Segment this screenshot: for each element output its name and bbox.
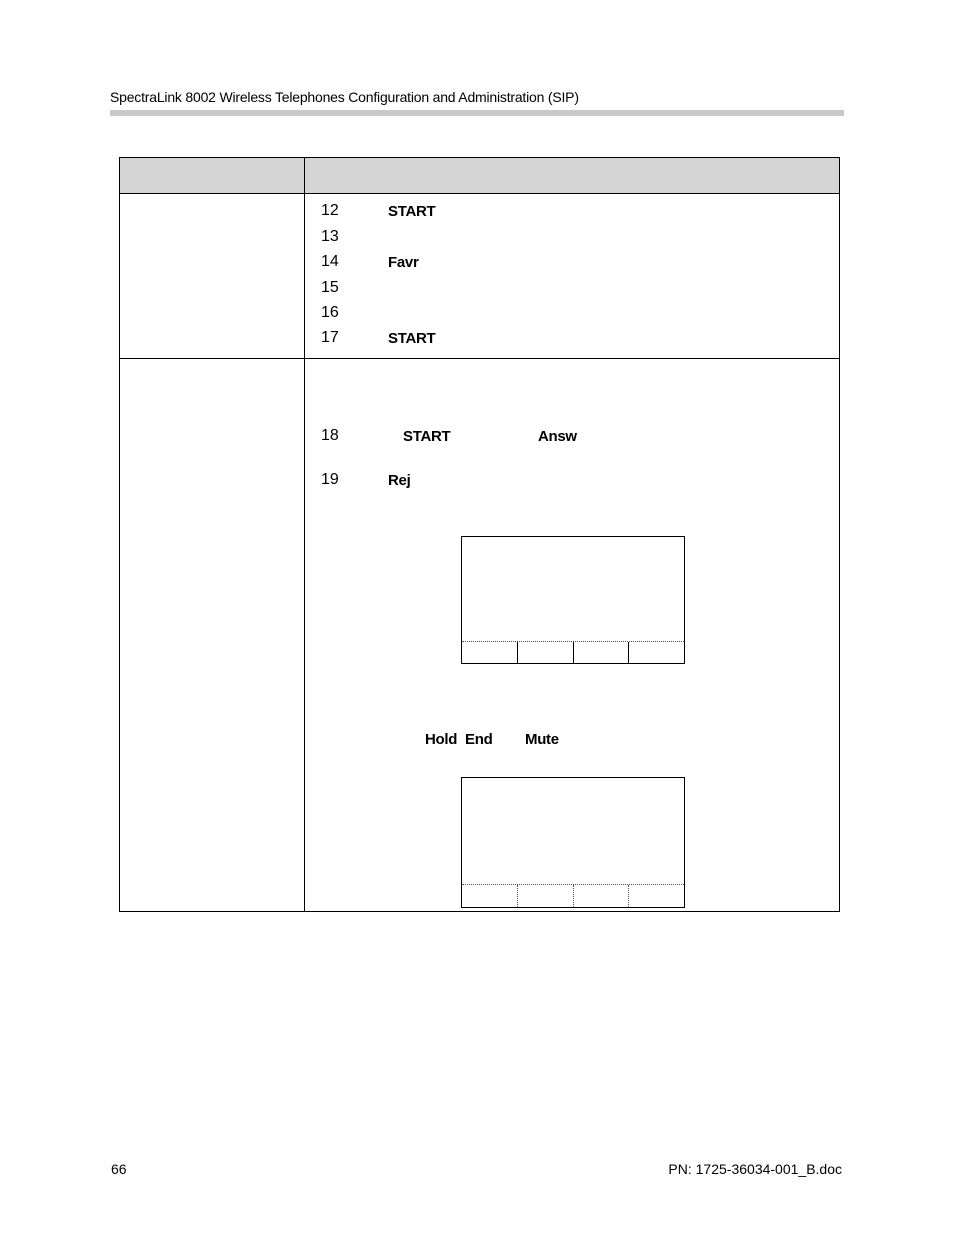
page-number: 66 [111, 1161, 127, 1177]
step-number: 14 [321, 253, 339, 270]
column-divider [304, 158, 305, 911]
key-start: START [388, 203, 436, 220]
phone-display-incoming [461, 536, 685, 664]
key-favr: Favr [388, 254, 419, 271]
softkey-3 [573, 642, 629, 663]
row-divider [120, 358, 839, 359]
step-number: 19 [321, 471, 339, 488]
softkey-4 [628, 885, 684, 907]
table-header-row [120, 158, 839, 194]
key-mute: Mute [525, 731, 559, 748]
key-hold: Hold [425, 731, 458, 748]
softkey-row [462, 641, 684, 663]
procedure-table [119, 157, 840, 912]
key-answ: Answ [538, 428, 577, 445]
step-number: 12 [321, 202, 339, 219]
step-number: 17 [321, 329, 339, 346]
header-rule [110, 110, 844, 116]
page-header-title: SpectraLink 8002 Wireless Telephones Configuration and Administration (SIP) [110, 89, 579, 105]
document-id: PN: 1725-36034-001_B.doc [668, 1161, 842, 1177]
key-rej: Rej [388, 472, 411, 489]
key-start: START [388, 330, 436, 347]
softkey-row [462, 884, 684, 907]
step-number: 18 [321, 427, 339, 444]
step-number: 16 [321, 304, 339, 321]
softkey-4 [628, 642, 684, 663]
softkey-1 [462, 642, 517, 663]
softkey-3 [573, 885, 629, 907]
softkey-2 [517, 885, 573, 907]
softkey-1 [462, 885, 517, 907]
key-end: End [465, 731, 493, 748]
step-number: 13 [321, 228, 339, 245]
softkey-2 [517, 642, 573, 663]
phone-display-active-call [461, 777, 685, 908]
step-number: 15 [321, 279, 339, 296]
key-start: START [403, 428, 451, 445]
